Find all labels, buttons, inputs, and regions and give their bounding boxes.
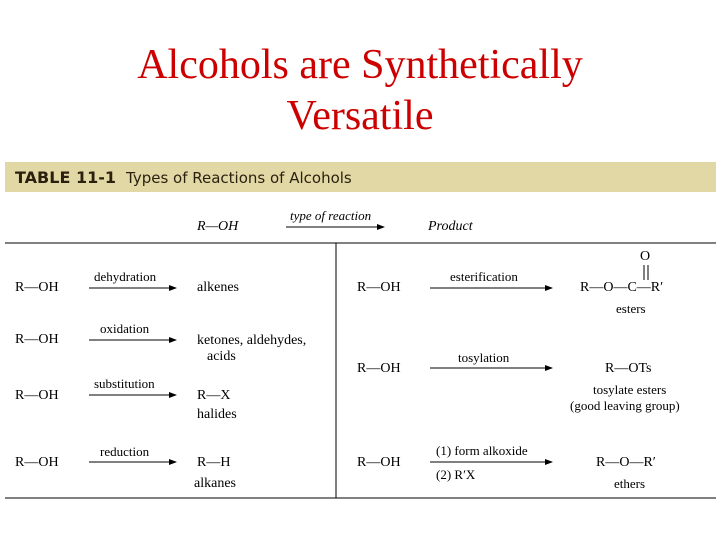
product-line-2: acids [207,349,236,364]
product: R—O—R′ [596,455,656,470]
title-line-1: Alcohols are Synthetically [137,42,583,88]
reactant: R—OH [357,361,401,376]
reactant: R—OH [15,455,59,470]
product-line-2: tosylate esters [593,382,667,397]
product: R—X [197,388,231,403]
product: alkenes [197,280,239,295]
reactant: R—OH [357,280,401,295]
table-caption: Types of Reactions of Alcohols [126,169,352,187]
product-line-2: esters [616,301,646,316]
product: R—H [197,455,231,470]
product: R—O—C—R′ [580,280,664,295]
reaction-label-2: (2) R′X [436,467,476,482]
reactant: R—OH [15,280,59,295]
header-reactant: R—OH [197,219,239,234]
product-line-2: alkanes [194,476,236,491]
product: ketones, aldehydes, [197,333,307,348]
reaction-label: substitution [94,376,155,391]
reaction-label: reduction [100,444,150,459]
reaction-label: (1) form alkoxide [436,443,528,458]
reaction-label: dehydration [94,269,157,284]
header-arrow-label: type of reaction [290,208,372,223]
reactant: R—OH [15,388,59,403]
product-line-2: ethers [614,476,646,491]
table-number: TABLE 11-1 [15,168,116,187]
reactant: R—OH [357,455,401,470]
title-line-2: Versatile [286,93,434,139]
reaction-label: esterification [450,269,518,284]
reaction-label: tosylation [458,350,510,365]
header-product: Product [428,219,473,234]
product-line-2: halides [197,407,237,422]
product: R—OTs [605,361,652,376]
reactant: R—OH [15,332,59,347]
product-line-3: (good leaving group) [570,398,680,413]
reaction-label: oxidation [100,321,150,336]
carbonyl-oxygen: O [640,249,651,264]
